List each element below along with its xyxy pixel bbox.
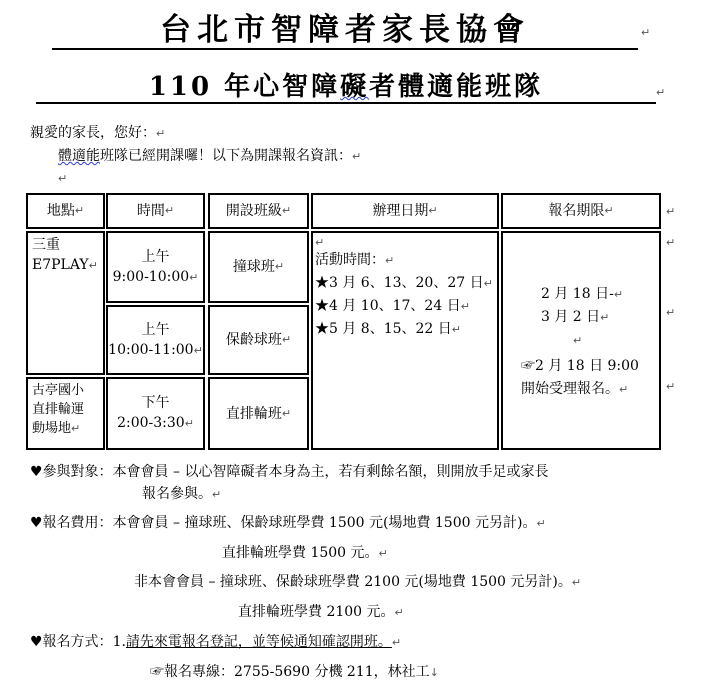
participants-line-2: 報名參與。↵ [142, 486, 222, 502]
paragraph-mark: ↵ [58, 172, 68, 185]
dates-cell: ↵ 活動時間：↵ ★3 月 6、13、20、27 日↵ ★4 月 10、17、24 日↵ ★5 月 8、15、22 日↵ [311, 231, 499, 450]
time-cell-1: 上午 9:00-10:00↵ [106, 231, 205, 303]
subtitle-pre: 110 年心智障 [148, 72, 341, 102]
method-line: ♥報名方式：1.請先來電報名登記，並等候通知確認開班。↵ [30, 634, 402, 650]
header-class: 開設班級 ↵ [208, 193, 309, 229]
subtitle-squiggly-word: 礙 [340, 72, 370, 102]
header-location: 地點 ↵ [26, 193, 105, 229]
header-deadline: 報名期限 ↵ [501, 193, 661, 229]
time-cell-3: 下午 2:00-3:30↵ [106, 377, 205, 450]
time-cell-2: 上午 10:00-11:00↵ [106, 305, 205, 375]
class-billiards: 撞球班 ↵ [208, 231, 309, 303]
class-inline-skating: 直排輪班 ↵ [208, 377, 309, 450]
class-bowling: 保齡球班 ↵ [208, 305, 309, 375]
schedule-table [26, 193, 664, 450]
paragraph-mark: ↵ [641, 26, 651, 39]
deadline-cell: 2 月 18 日-↵ 3 月 2 日↵ ↵ ☞2 月 18 日 9:00 開始受理報名。↵ [501, 231, 661, 450]
fee-nonmember-line: 非本會會員 – 撞球班、保齡球班學費 2100 元(場地費 1500 元另計)。↵ [134, 574, 582, 590]
location-guting: 古亭國小 直排輪運 動場地↵ [26, 377, 105, 450]
hotline-line: ☞報名專線：2755-5690 分機 211，林社工↓ [150, 664, 439, 680]
location-sanchong: 三重 E7PLAY↵ [26, 231, 105, 375]
document-title: 台北市智障者家長協會 [52, 12, 638, 50]
intro-line: 體適能班隊已經開課囉！以下為開課報名資訊：↵ [58, 148, 362, 164]
fee-nonmember-skate-line: 直排輪班學費 2100 元。↵ [238, 604, 404, 620]
greeting-line: 親愛的家長，您好：↵ [30, 125, 166, 141]
header-dates: 辦理日期 ↵ [311, 193, 499, 229]
document-subtitle [36, 72, 656, 104]
fee-member-line: ♥報名費用：本會會員 – 撞球班、保齡球班學費 1500 元(場地費 1500 元另計)。↵ [30, 515, 546, 531]
paragraph-mark: ↵ [656, 86, 666, 99]
fee-member-skate-line: 直排輪班學費 1500 元。↵ [222, 545, 388, 561]
header-time: 時間 ↵ [106, 193, 205, 229]
subtitle-post: 者體適能班隊 [369, 72, 544, 102]
participants-line: ♥參與對象：本會會員 – 以心智障礙者本身為主，若有剩餘名額，則開放手足或家長 [30, 464, 549, 480]
